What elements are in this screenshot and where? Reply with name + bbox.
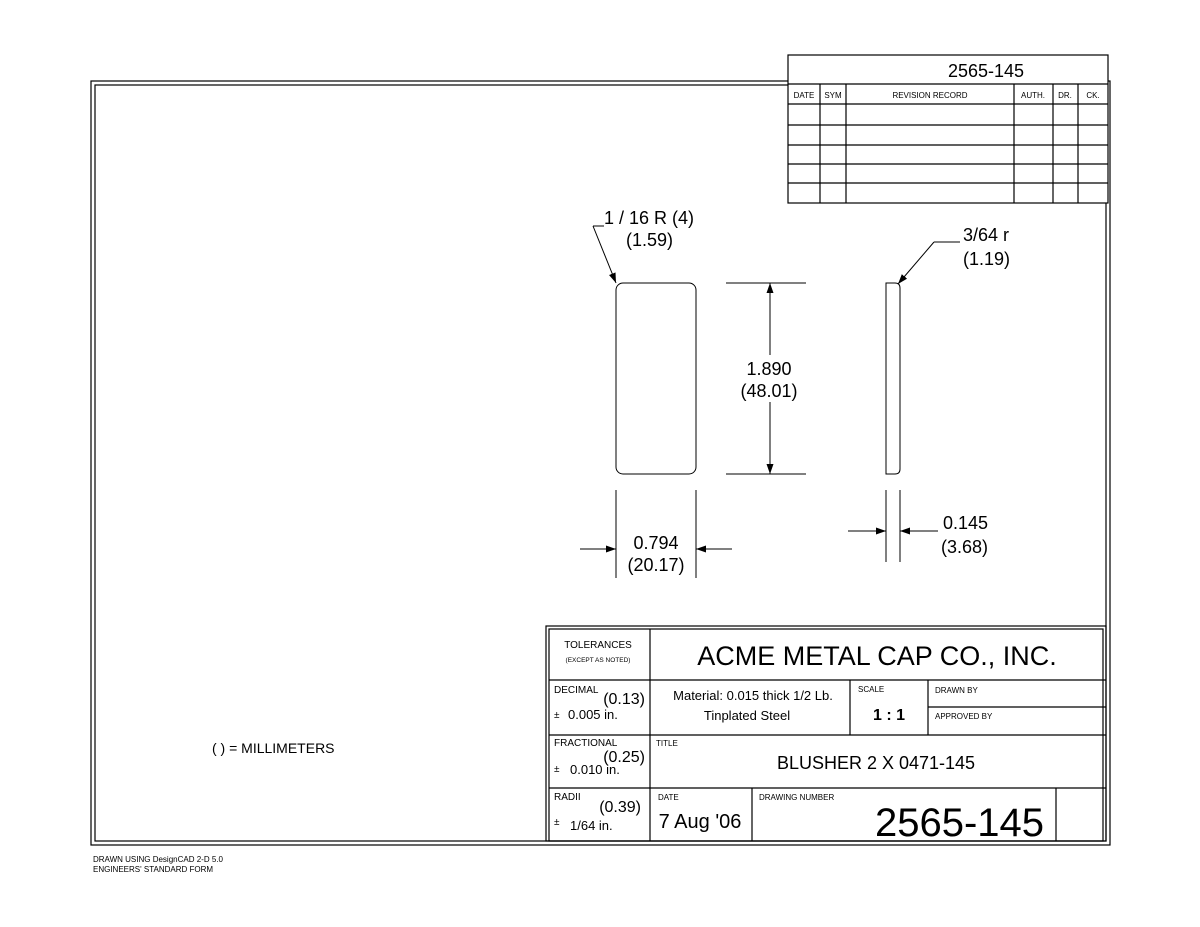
corner-radius-metric: (1.59) [626,230,674,250]
height-metric: (48.01) [740,381,798,401]
drawing-number-label: DRAWING NUMBER [759,793,835,802]
rev-header-sym: SYM [824,91,842,100]
units-note: ( ) = MILLIMETERS [212,740,335,756]
part-side-view [886,283,900,474]
corner-radius-imperial: 1 / 16 R (4) [604,208,695,228]
except-note: (EXCEPT AS NOTED) [565,657,631,664]
fractional-value: 0.010 in. [570,762,620,777]
edge-radius-leader [898,242,960,284]
width-imperial: 0.794 [633,533,679,553]
material-line1: Material: 0.015 thick 1/2 Lb. [673,688,833,703]
radii-pm-symbol: ± [554,817,560,828]
scale-label: SCALE [858,685,885,694]
rev-header-date: DATE [793,91,815,100]
fractional-metric: (0.25) [603,749,645,766]
decimal-value: 0.005 in. [568,707,618,722]
part-front-view [616,283,696,474]
date-value: 7 Aug '06 [658,811,742,833]
radii-metric: (0.39) [599,799,641,816]
footer-note [93,855,223,875]
edge-radius-imperial: 3/64 r [963,225,1010,245]
title-value: BLUSHER 2 X 0471-145 [776,753,976,773]
rev-header-auth: AUTH. [1021,91,1045,100]
rev-header-record: REVISION RECORD [892,91,968,100]
decimal-pm-symbol: ± [554,710,560,721]
approved-by-label: APPROVED BY [935,712,993,721]
edge-radius-metric: (1.19) [963,249,1011,269]
rev-header-dr: DR. [1058,91,1072,100]
decimal-metric: (0.13) [603,691,645,708]
thickness-dimension [848,490,938,562]
rev-header-ck: CK. [1086,91,1100,100]
revision-drawing-number: 2565-145 [947,61,1025,81]
tolerances-label: TOLERANCES [564,640,632,651]
fractional-pm-symbol: ± [554,764,560,775]
width-metric: (20.17) [627,555,685,575]
radii-value: 1/64 in. [570,818,613,833]
scale-value: 1 : 1 [872,707,906,724]
decimal-label: DECIMAL [554,685,599,696]
title-label: TITLE [656,739,678,748]
drawing-number-value: 2565-145 [874,801,1044,845]
company-name: ACME METAL CAP CO., INC. [697,641,1057,671]
fractional-label: FRACTIONAL [554,738,618,749]
footer-line1: DRAWN USING DesignCAD 2-D 5.0 [93,855,223,864]
thickness-metric: (3.68) [941,537,989,557]
footer-line2: ENGINEERS' STANDARD FORM [93,865,214,874]
drawn-by-label: DRAWN BY [935,686,978,695]
date-label: DATE [658,793,679,802]
height-imperial: 1.890 [746,359,792,379]
corner-radius-leader [593,226,616,283]
thickness-imperial: 0.145 [943,513,989,533]
material-line2: Tinplated Steel [703,708,791,723]
radii-label: RADII [554,792,581,803]
